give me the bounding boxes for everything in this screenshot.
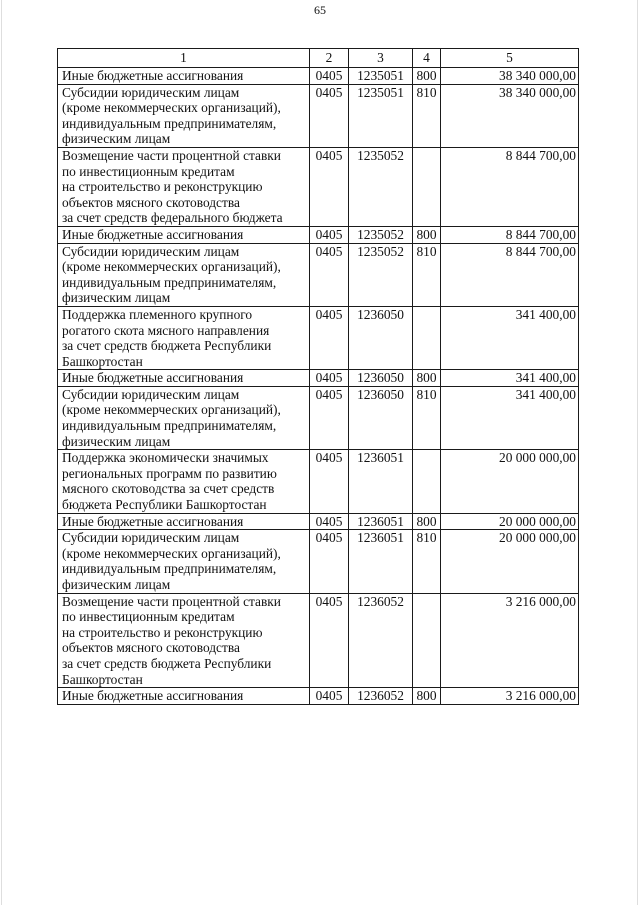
row-name-cell: Субсидии юридическим лицам (кроме некоммерческих организаций), индивидуальным предпринимателям, физическим лицам xyxy=(58,84,310,147)
row-section-cell: 0405 xyxy=(310,530,349,593)
row-amount-cell: 8 844 700,00 xyxy=(441,147,579,226)
row-name-cell: Возмещение части процентной ставки по инвестиционным кредитам на строительство и реконструкцию объектов мясного скотоводства за счет средств федерального бюджета xyxy=(58,147,310,226)
row-target-cell: 1236052 xyxy=(349,688,413,705)
row-amount-cell: 3 216 000,00 xyxy=(441,688,579,705)
table-row xyxy=(58,450,579,513)
table-row xyxy=(58,593,579,688)
row-type-cell xyxy=(413,147,441,226)
table-row xyxy=(58,306,579,369)
row-section-cell: 0405 xyxy=(310,370,349,387)
row-amount-cell: 3 216 000,00 xyxy=(441,593,579,688)
row-type-cell: 800 xyxy=(413,688,441,705)
header-col-1: 1 xyxy=(58,49,310,68)
table-row xyxy=(58,386,579,449)
row-name-cell: Иные бюджетные ассигнования xyxy=(58,688,310,705)
row-name-cell: Субсидии юридическим лицам (кроме некоммерческих организаций), индивидуальным предпринимателям, физическим лицам xyxy=(58,530,310,593)
row-target-cell: 1236051 xyxy=(349,513,413,530)
table-header-row xyxy=(58,49,579,68)
row-amount-cell: 341 400,00 xyxy=(441,370,579,387)
table-row xyxy=(58,370,579,387)
header-col-4: 4 xyxy=(413,49,441,68)
row-name-cell: Возмещение части процентной ставки по инвестиционным кредитам на строительство и реконструкцию объектов мясного скотоводства за счет средств бюджета Республики Башкортостан xyxy=(58,593,310,688)
row-target-cell: 1236050 xyxy=(349,386,413,449)
row-name-cell: Поддержка племенного крупного рогатого скота мясного направления за счет средств бюджета Республики Башкортостан xyxy=(58,306,310,369)
scan-edge-right xyxy=(637,0,638,905)
table-row xyxy=(58,147,579,226)
budget-table xyxy=(57,48,579,705)
row-name-cell: Субсидии юридическим лицам (кроме некоммерческих организаций), индивидуальным предпринимателям, физическим лицам xyxy=(58,386,310,449)
row-type-cell: 810 xyxy=(413,84,441,147)
row-section-cell: 0405 xyxy=(310,306,349,369)
row-amount-cell: 341 400,00 xyxy=(441,386,579,449)
row-target-cell: 1235051 xyxy=(349,68,413,85)
row-name-cell: Иные бюджетные ассигнования xyxy=(58,370,310,387)
row-amount-cell: 341 400,00 xyxy=(441,306,579,369)
row-section-cell: 0405 xyxy=(310,68,349,85)
table-row xyxy=(58,84,579,147)
row-target-cell: 1235051 xyxy=(349,84,413,147)
row-type-cell: 800 xyxy=(413,68,441,85)
row-amount-cell: 20 000 000,00 xyxy=(441,513,579,530)
row-name-cell: Иные бюджетные ассигнования xyxy=(58,226,310,243)
row-type-cell: 810 xyxy=(413,243,441,306)
row-type-cell: 810 xyxy=(413,530,441,593)
row-target-cell: 1236050 xyxy=(349,370,413,387)
page-number: 65 xyxy=(314,3,326,17)
row-type-cell: 800 xyxy=(413,513,441,530)
row-amount-cell: 20 000 000,00 xyxy=(441,450,579,513)
row-target-cell: 1236052 xyxy=(349,593,413,688)
row-target-cell: 1236051 xyxy=(349,530,413,593)
row-name-cell: Субсидии юридическим лицам (кроме некоммерческих организаций), индивидуальным предпринимателям, физическим лицам xyxy=(58,243,310,306)
row-name-cell: Иные бюджетные ассигнования xyxy=(58,513,310,530)
row-type-cell: 800 xyxy=(413,226,441,243)
row-section-cell: 0405 xyxy=(310,450,349,513)
header-col-5: 5 xyxy=(441,49,579,68)
row-type-cell: 800 xyxy=(413,370,441,387)
row-type-cell xyxy=(413,306,441,369)
row-target-cell: 1235052 xyxy=(349,226,413,243)
row-target-cell: 1236051 xyxy=(349,450,413,513)
row-section-cell: 0405 xyxy=(310,226,349,243)
row-type-cell: 810 xyxy=(413,386,441,449)
row-section-cell: 0405 xyxy=(310,513,349,530)
header-col-3: 3 xyxy=(349,49,413,68)
table-row xyxy=(58,226,579,243)
table-row xyxy=(58,530,579,593)
row-amount-cell: 38 340 000,00 xyxy=(441,68,579,85)
row-target-cell: 1236050 xyxy=(349,306,413,369)
row-name-cell: Иные бюджетные ассигнования xyxy=(58,68,310,85)
row-target-cell: 1235052 xyxy=(349,147,413,226)
row-amount-cell: 8 844 700,00 xyxy=(441,243,579,306)
row-name-cell: Поддержка экономически значимых региональных программ по развитию мясного скотоводства за счет средств бюджета Республики Башкортостан xyxy=(58,450,310,513)
table-row xyxy=(58,68,579,85)
scan-edge-left xyxy=(1,0,2,905)
table-row xyxy=(58,688,579,705)
header-col-2: 2 xyxy=(310,49,349,68)
row-target-cell: 1235052 xyxy=(349,243,413,306)
row-section-cell: 0405 xyxy=(310,593,349,688)
table-row xyxy=(58,243,579,306)
row-section-cell: 0405 xyxy=(310,84,349,147)
row-type-cell xyxy=(413,450,441,513)
row-amount-cell: 38 340 000,00 xyxy=(441,84,579,147)
table-row xyxy=(58,513,579,530)
row-amount-cell: 8 844 700,00 xyxy=(441,226,579,243)
row-section-cell: 0405 xyxy=(310,147,349,226)
row-section-cell: 0405 xyxy=(310,386,349,449)
row-type-cell xyxy=(413,593,441,688)
row-section-cell: 0405 xyxy=(310,243,349,306)
row-section-cell: 0405 xyxy=(310,688,349,705)
row-amount-cell: 20 000 000,00 xyxy=(441,530,579,593)
